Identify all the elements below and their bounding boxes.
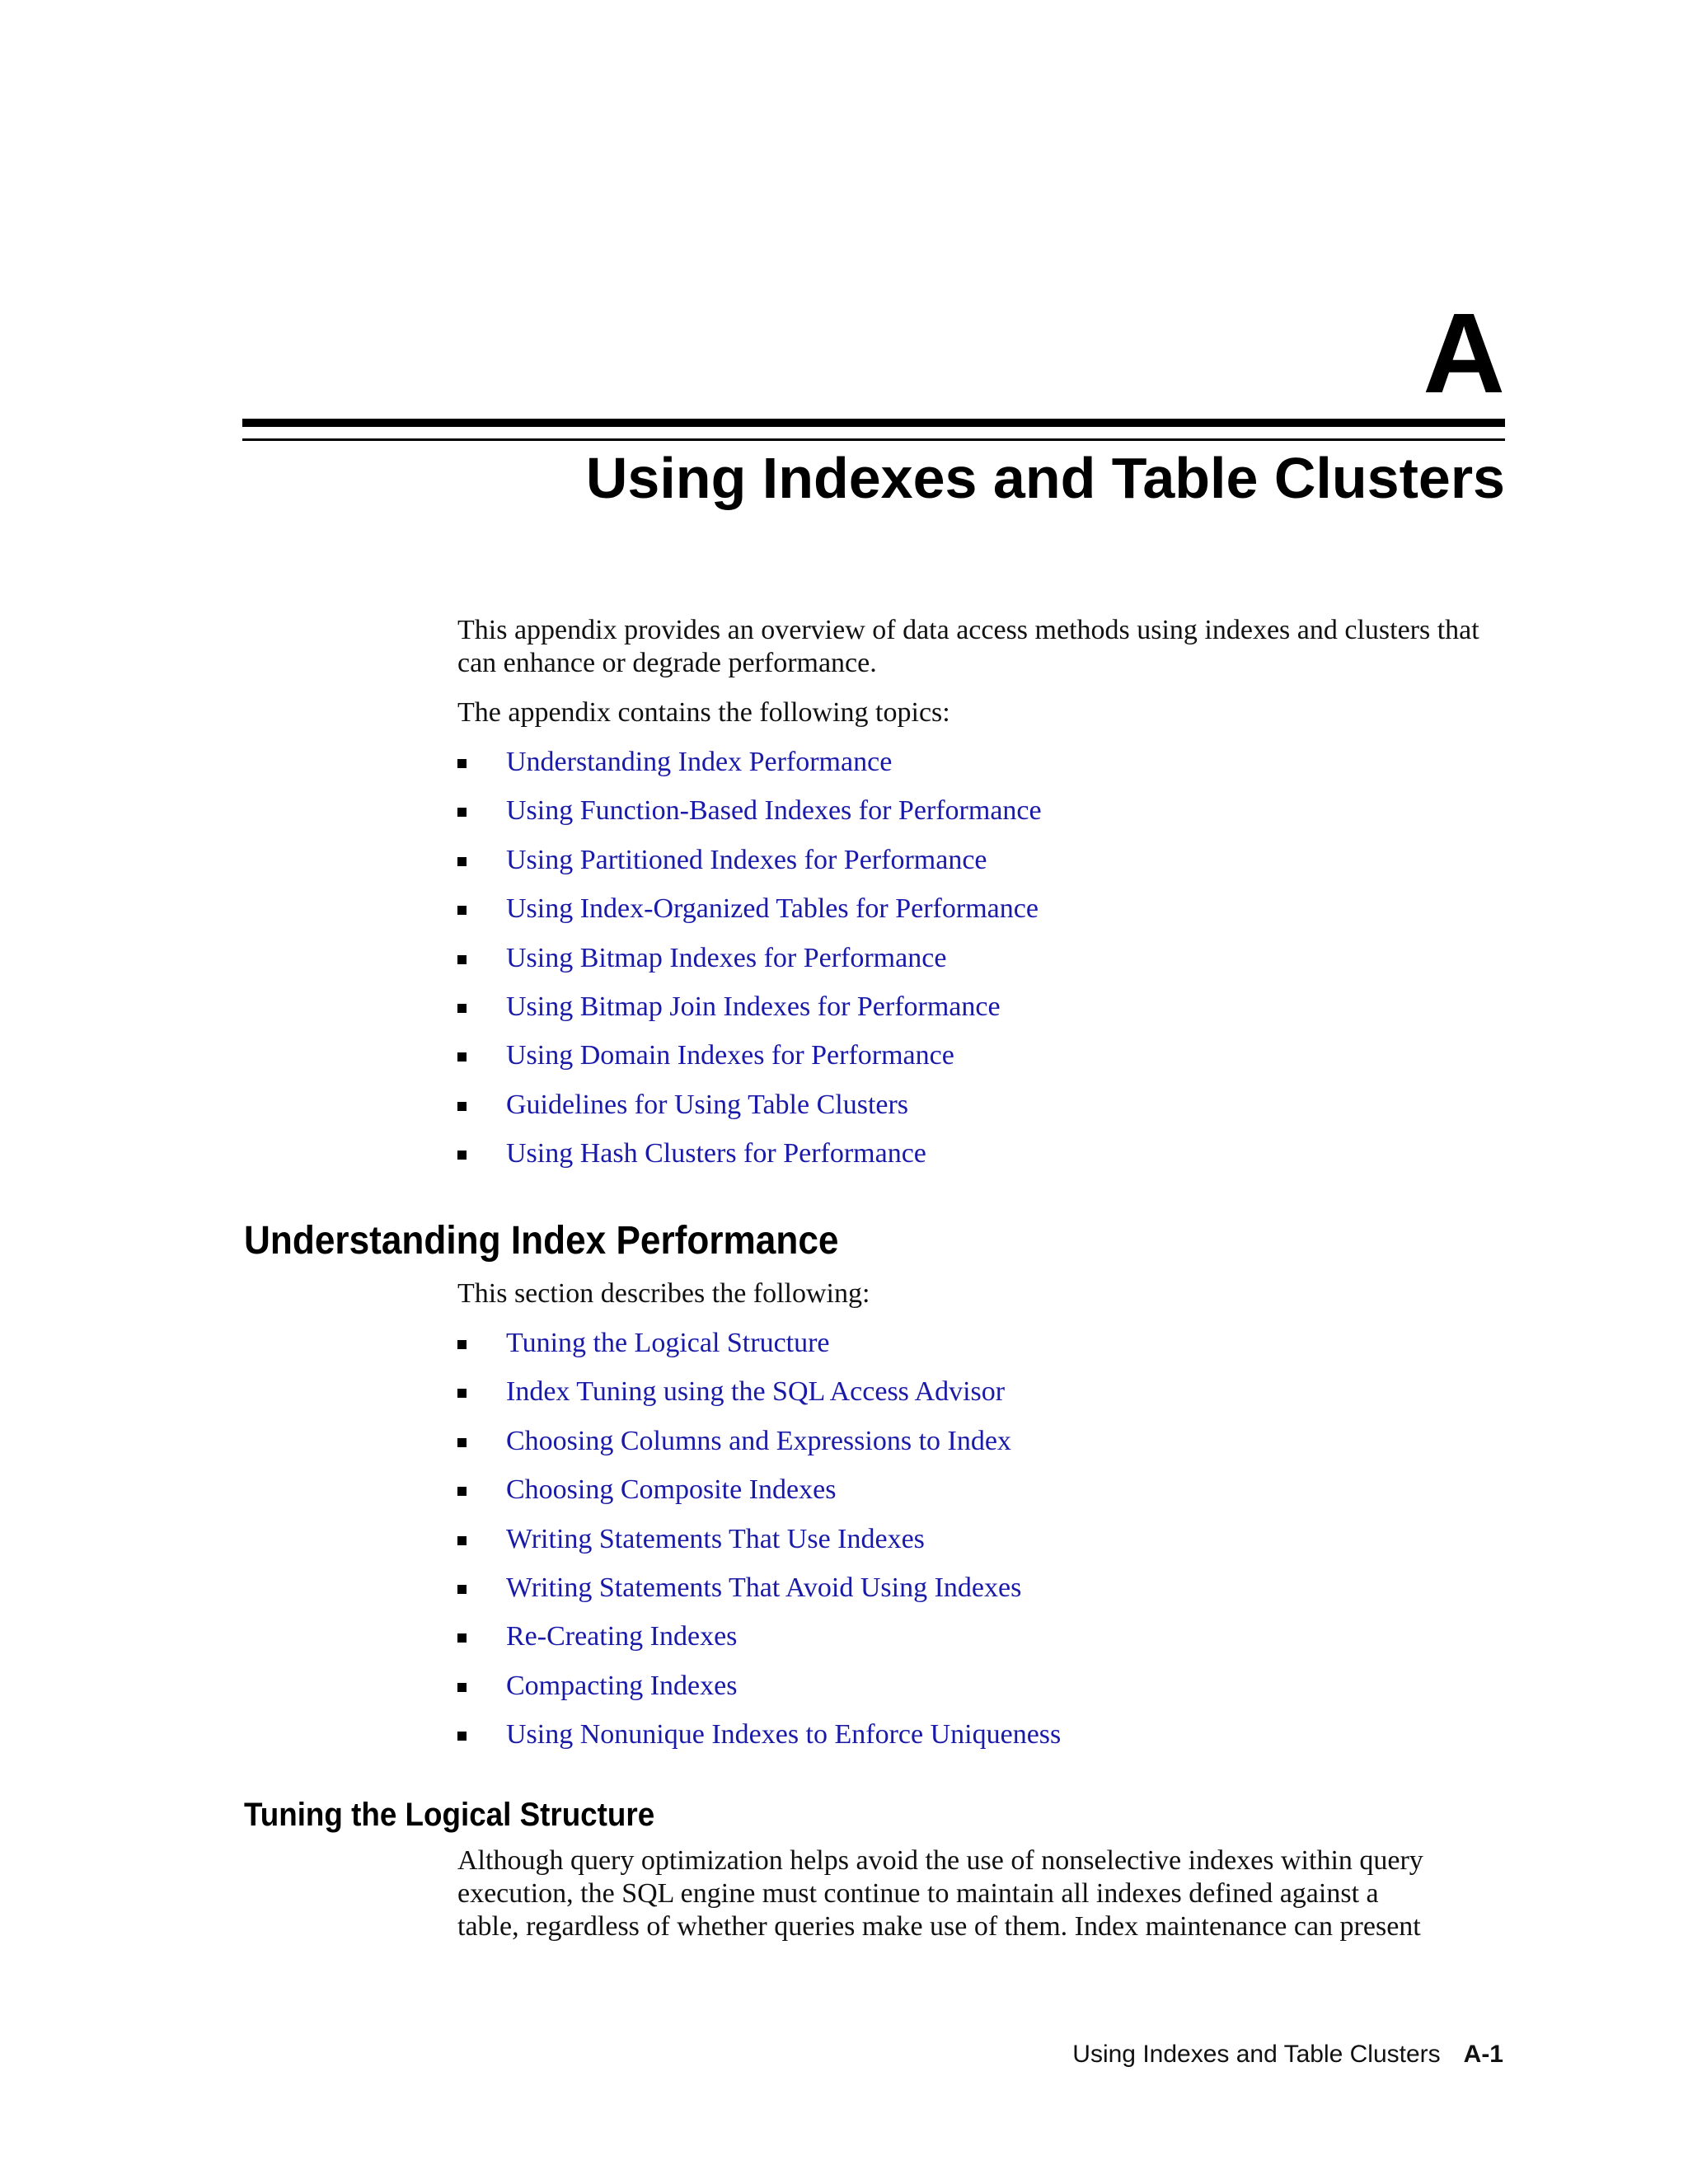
intro-paragraph-block <box>457 614 1504 680</box>
square-bullet-icon <box>457 1732 467 1741</box>
square-bullet-icon <box>457 1438 467 1447</box>
chapter-rule-thick <box>242 419 1505 427</box>
list-item <box>457 1089 1042 1137</box>
square-bullet-icon <box>457 1633 467 1643</box>
subtopic-link[interactable]: Tuning the Logical Structure <box>506 1328 830 1358</box>
topics-lead: The appendix contains the following topics: <box>457 697 950 728</box>
list-item <box>457 844 1042 893</box>
list-item <box>457 1039 1042 1088</box>
subtopic-link[interactable]: Using Nonunique Indexes to Enforce Uniqueness <box>506 1719 1062 1750</box>
section2-paragraph <box>457 1844 1521 1943</box>
square-bullet-icon <box>457 1536 467 1545</box>
section-heading-understanding-index-performance: Understanding Index Performance <box>244 1219 839 1263</box>
paragraph-line: Although query optimization helps avoid the use of nonselective indexes within query <box>457 1845 1423 1876</box>
section-heading-tuning-logical-structure: Tuning the Logical Structure <box>244 1797 655 1833</box>
square-bullet-icon <box>457 808 467 817</box>
topic-link[interactable]: Using Domain Indexes for Performance <box>506 1040 954 1071</box>
square-bullet-icon <box>457 1102 467 1111</box>
topics-lead-block <box>457 696 1504 729</box>
list-item <box>457 1327 1061 1376</box>
square-bullet-icon <box>457 1585 467 1594</box>
page-footer <box>1072 2041 1503 2069</box>
list-item <box>457 1670 1061 1718</box>
square-bullet-icon <box>457 1151 467 1160</box>
list-item <box>457 1425 1061 1474</box>
topic-link[interactable]: Using Index-Organized Tables for Performance <box>506 893 1039 925</box>
footer-title: Using Indexes and Table Clusters <box>1072 2041 1441 2068</box>
square-bullet-icon <box>457 1340 467 1349</box>
square-bullet-icon <box>457 1487 467 1496</box>
list-item <box>457 1376 1061 1424</box>
list-item <box>457 1572 1061 1620</box>
subtopic-link[interactable]: Index Tuning using the SQL Access Advisor <box>506 1376 1006 1408</box>
topic-link[interactable]: Understanding Index Performance <box>506 747 893 777</box>
square-bullet-icon <box>457 759 467 768</box>
list-item <box>457 746 1042 794</box>
section1-list <box>457 1327 1061 1768</box>
topic-link[interactable]: Using Bitmap Indexes for Performance <box>506 942 947 973</box>
square-bullet-icon <box>457 1389 467 1398</box>
subtopic-link[interactable]: Re-Creating Indexes <box>506 1621 738 1652</box>
square-bullet-icon <box>457 1004 467 1013</box>
list-item <box>457 1137 1042 1186</box>
square-bullet-icon <box>457 906 467 915</box>
section1-lead: This section describes the following: <box>457 1278 870 1309</box>
page-number: A-1 <box>1463 2041 1503 2068</box>
list-item <box>457 794 1042 843</box>
topic-link[interactable]: Using Function-Based Indexes for Performance <box>506 795 1042 827</box>
square-bullet-icon <box>457 857 467 866</box>
chapter-title: Using Indexes and Table Clusters <box>585 446 1505 510</box>
chapter-letter: A <box>1423 290 1505 417</box>
list-item <box>457 1523 1061 1572</box>
list-item <box>457 893 1042 941</box>
list-item <box>457 991 1042 1039</box>
subtopic-link[interactable]: Compacting Indexes <box>506 1670 738 1701</box>
topic-link[interactable]: Using Hash Clusters for Performance <box>506 1138 926 1169</box>
square-bullet-icon <box>457 1052 467 1062</box>
topic-link[interactable]: Guidelines for Using Table Clusters <box>506 1089 909 1120</box>
square-bullet-icon <box>457 1683 467 1692</box>
topic-link[interactable]: Using Partitioned Indexes for Performance <box>506 844 987 875</box>
list-item <box>457 1718 1061 1767</box>
subtopic-link[interactable]: Choosing Columns and Expressions to Index <box>506 1425 1011 1456</box>
subtopic-link[interactable]: Writing Statements That Use Indexes <box>506 1523 925 1554</box>
topics-list <box>457 746 1042 1187</box>
subtopic-link[interactable]: Choosing Composite Indexes <box>506 1474 837 1506</box>
paragraph-line: table, regardless of whether queries make use of them. Index maintenance can present <box>457 1911 1421 1942</box>
paragraph-line: execution, the SQL engine must continue to maintain all indexes defined against a <box>457 1878 1379 1909</box>
list-item <box>457 1474 1061 1522</box>
list-item <box>457 942 1042 991</box>
list-item <box>457 1620 1061 1669</box>
topic-link[interactable]: Using Bitmap Join Indexes for Performance <box>506 991 1001 1022</box>
section1-lead-block <box>457 1277 1504 1310</box>
subtopic-link[interactable]: Writing Statements That Avoid Using Indexes <box>506 1572 1022 1603</box>
intro-paragraph: This appendix provides an overview of data access methods using indexes and clusters that can enhance or degrade performance. <box>457 615 1479 678</box>
square-bullet-icon <box>457 955 467 964</box>
chapter-rule-thin <box>242 438 1505 441</box>
